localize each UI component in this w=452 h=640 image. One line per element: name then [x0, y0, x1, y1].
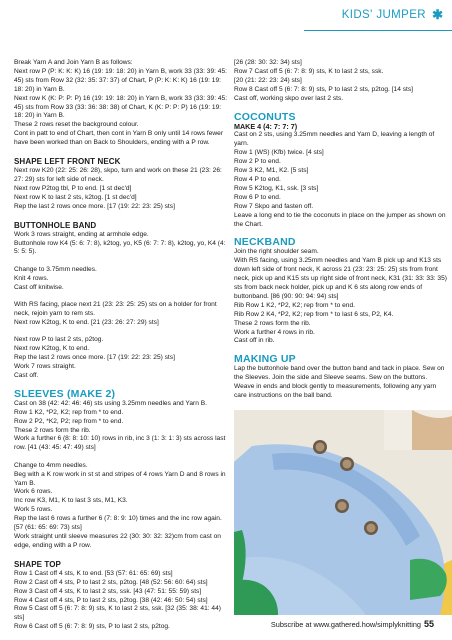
page-footer: [271, 619, 434, 629]
instruction-line: Cast on 38 (42: 42: 46: 46) sts using 3.25mm needles and Yarn B.: [14, 399, 207, 407]
heading-shape-neck: SHAPE LEFT FRONT NECK: [14, 157, 121, 167]
section-title: KIDS' JUMPER: [341, 9, 426, 21]
instruction-line: These 2 rows form the rib.: [234, 319, 311, 327]
instruction-line: Change to 4mm needles.: [14, 461, 88, 469]
instruction-line: Rep the last 2 rows once more. [17 (19: 22: 23: 25) sts]: [14, 202, 175, 210]
instruction-line: Row 1 (WS) (Kfb) twice. [4 sts]: [234, 149, 324, 157]
instruction-line: Work 3 rows straight, ending at armhole edge.: [14, 230, 149, 238]
asterisk-icon: ✱: [432, 7, 443, 22]
coconuts-subtitle: MAKE 4 (4: 7: 7: 7): [234, 121, 298, 131]
instruction-line: Buttonhole row K4 (5: 6: 7: 8), k2tog, yo, K5 (6: 7: 7: 8), k2tog, yo, K4 (4: 5: 5: 5).: [14, 239, 226, 256]
instruction-line: Next row P2tog tbl, P to end. [1 st dec'd]: [14, 184, 132, 192]
instruction-line: Knit 4 rows.: [14, 274, 49, 282]
instruction-line: Inc row K3, M1, K to last 3 sts, M1, K3.: [14, 497, 128, 505]
instruction-line: Cast off.: [14, 371, 39, 379]
instruction-line: Cast off in rib.: [234, 337, 275, 345]
instruction-line: Row 4 Cast off 4 sts, P to last 2 sts, p2tog. [38 (42: 46: 50: 54) sts]: [14, 596, 208, 604]
instruction-line: Row 1 K2, *P2, K2; rep from * to end.: [14, 408, 124, 416]
instruction-line: Rib Row 1 K2, *P2, K2; rep from * to end.: [234, 301, 355, 309]
instruction-line: Lap the buttonhole band over the button band and tack in place. Sew on the Sleeves. Join the side and Sleeve seams. Sew on the buttons. Weave in ends and block gently to measurements, following any yarn care instructions on the ball band.: [234, 365, 445, 400]
heading-coconuts: COCONUTS: [234, 110, 296, 123]
instruction-line: Row 1 Cast off 4 sts, K to end. [53 (57: 61: 65: 69) sts]: [14, 569, 173, 577]
heading-shape-top: SHAPE TOP: [14, 559, 61, 569]
instruction-line: Row 2 P to end.: [234, 158, 281, 166]
instruction-line: Cast on 2 sts, using 3.25mm needles and Yarn D, leaving a length of yarn.: [234, 131, 435, 148]
instruction-line: Next row P to last 2 sts, p2tog.: [14, 336, 104, 344]
intro-text: Cont in patt to end of Chart, then cont in Yarn B only until 14 rows fewer have been worked than on Back to Shoulders, ending with a P row.: [14, 130, 224, 147]
instruction-line: Row 7 Cast off 5 (6: 7: 8: 9) sts, K to last 2 sts, ssk.: [234, 67, 384, 75]
heading-making-up: MAKING UP: [234, 353, 296, 366]
instruction-line: Row 6 Cast off 5 (6: 7: 8: 9) sts, P to last 2 sts, p2tog.: [14, 623, 170, 631]
page-number: 55: [423, 619, 434, 629]
instruction-line: Rep the last 2 rows once more. [17 (19: 22: 23: 25) sts]: [14, 354, 175, 362]
instruction-line: Work 6 rows.: [14, 488, 53, 496]
heading-neckband: NECKBAND: [234, 236, 296, 249]
jumper-photo-illustration: [234, 410, 452, 615]
intro-text: Next row K (K: P: P: P) 16 (19: 19: 18: 20) in Yarn B, work 33 (33: 39: 45: 45) sts from Row 33 (33: 36: 38: 38) of Chart, K (K: P: P: P) 16 (19: 19: 18: 20) in Yarn B.: [14, 94, 228, 120]
instruction-line: Change to 3.75mm needles.: [14, 265, 97, 273]
instruction-line: Work 5 rows.: [14, 506, 53, 514]
heading-buttonhole-band: BUTTONHOLE BAND: [14, 220, 97, 230]
instruction-line: Leave a long end to tie the coconuts in place on the jumper as shown on the Chart.: [234, 211, 446, 228]
instruction-line: Row 4 P to end.: [234, 175, 281, 183]
instruction-line: Row 6 P to end.: [234, 193, 281, 201]
instruction-line: Beg with a K row work in st st and stripes of 4 rows Yarn D and 8 rows in Yarn B.: [14, 470, 226, 487]
instruction-line: Rep the last 6 rows a further 6 (7: 8: 9: 10) times and the inc row again. [57 (61: 65: 69: 73) sts]: [14, 515, 222, 532]
jumper-photo: [234, 410, 452, 615]
instruction-line: Row 3 Cast off 4 sts, K to last 2 sts, ssk. [43 (47: 51: 55: 59) sts]: [14, 587, 202, 595]
instruction-line: Row 5 K2tog, K1, ssk. [3 sts]: [234, 184, 319, 192]
instruction-line: Work a further 6 (8: 8: 10: 10) rows in rib, inc 3 (1: 3: 1: 3) sts across last row. [41 (43: 45: 47: 49) sts]: [14, 435, 226, 452]
instruction-line: Rib Row 2 K4, *P2, K2; rep from * to last 6 sts, P2, K4.: [234, 310, 394, 318]
instruction-line: Next row K20 (22: 25: 26: 28), skpo, turn and work on these 21 (23: 26: 27: 29) sts for left side of neck.: [14, 167, 222, 183]
instruction-line: Next row K2tog, K to end.: [14, 345, 90, 353]
page-header: [0, 0, 452, 28]
instruction-line: With RS facing, place next 21 (23: 23: 25: 25) sts on a holder for front neck, rejoin yarn to rem sts.: [14, 301, 217, 317]
instruction-line: Work a further 4 rows in rib.: [234, 328, 315, 336]
instruction-line: Row 3 K2, M1, K2. [5 sts]: [234, 167, 309, 175]
instruction-line: Work 7 rows straight.: [14, 362, 76, 370]
instruction-line: [20 (21: 22: 23: 24) sts]: [234, 76, 302, 84]
instruction-line: Cast off, working skpo over last 2 sts.: [234, 94, 344, 102]
instruction-line: Next row K2tog, K to end. [21 (23: 26: 27: 29) sts]: [14, 318, 159, 326]
left-column: [14, 59, 228, 632]
instruction-line: Row 7 Skpo and fasten off.: [234, 202, 314, 210]
instruction-line: Join the right shoulder seam.: [234, 248, 319, 256]
right-column: [234, 59, 448, 401]
heading-sleeves: SLEEVES (MAKE 2): [14, 387, 116, 400]
instruction-line: Row 5 Cast off 5 (6: 7: 8: 9) sts, K to last 2 sts, ssk. [32 (35: 38: 41: 44) sts]: [14, 605, 221, 622]
instruction-line: [26 (28: 30: 32: 34) sts]: [234, 59, 302, 66]
instruction-line: Row 2 P2, *K2, P2; rep from * to end.: [14, 417, 124, 425]
intro-text: Next row P (P: K: K: K) 16 (19: 19: 18: 20) in Yarn B, work 33 (33: 39: 45: 45) sts from Row 32 (32: 35: 37: 37) of Chart, P (P: K: K: K) 16 (19: 19: 18: 20) in Yarn B.: [14, 67, 227, 93]
intro-text: These 2 rows reset the background colour.: [14, 121, 139, 129]
instruction-line: Work straight until sleeve measures 22 (30: 30: 32: 32)cm from cast on edge, ending with a P row.: [14, 532, 221, 549]
instruction-line: Row 2 Cast off 4 sts, P to last 2 sts, p2tog. [48 (52: 56: 60: 64) sts]: [14, 578, 208, 586]
instruction-line: Cast off knitwise.: [14, 283, 64, 291]
subscribe-text: Subscribe at www.gathered.how/simplyknitting: [270, 620, 421, 629]
intro-text: Break Yarn A and Join Yarn B as follows:: [14, 59, 133, 66]
instruction-line: Row 8 Cast off 5 (6: 7: 8: 9) sts, P to last 2 sts, p2tog. [14 sts]: [234, 85, 413, 93]
instruction-line: These 2 rows form the rib.: [14, 426, 91, 434]
instruction-line: With RS facing, using 3.25mm needles and Yarn B pick up and K13 sts down left side of front neck, K across 21 (23: 23: 25: 25) sts from front neck, pick up and K15 sts up right side of front neck, K31 (31: 33: 33: 35) sts from back neck holder, pick up and K 6 sts along row ends of buttonband. [86 (90: 90: 94: 94) sts]: [234, 257, 447, 300]
header-rule: [304, 30, 452, 31]
instruction-line: Next row K to last 2 sts, k2tog. [1 st dec'd]: [14, 193, 137, 201]
